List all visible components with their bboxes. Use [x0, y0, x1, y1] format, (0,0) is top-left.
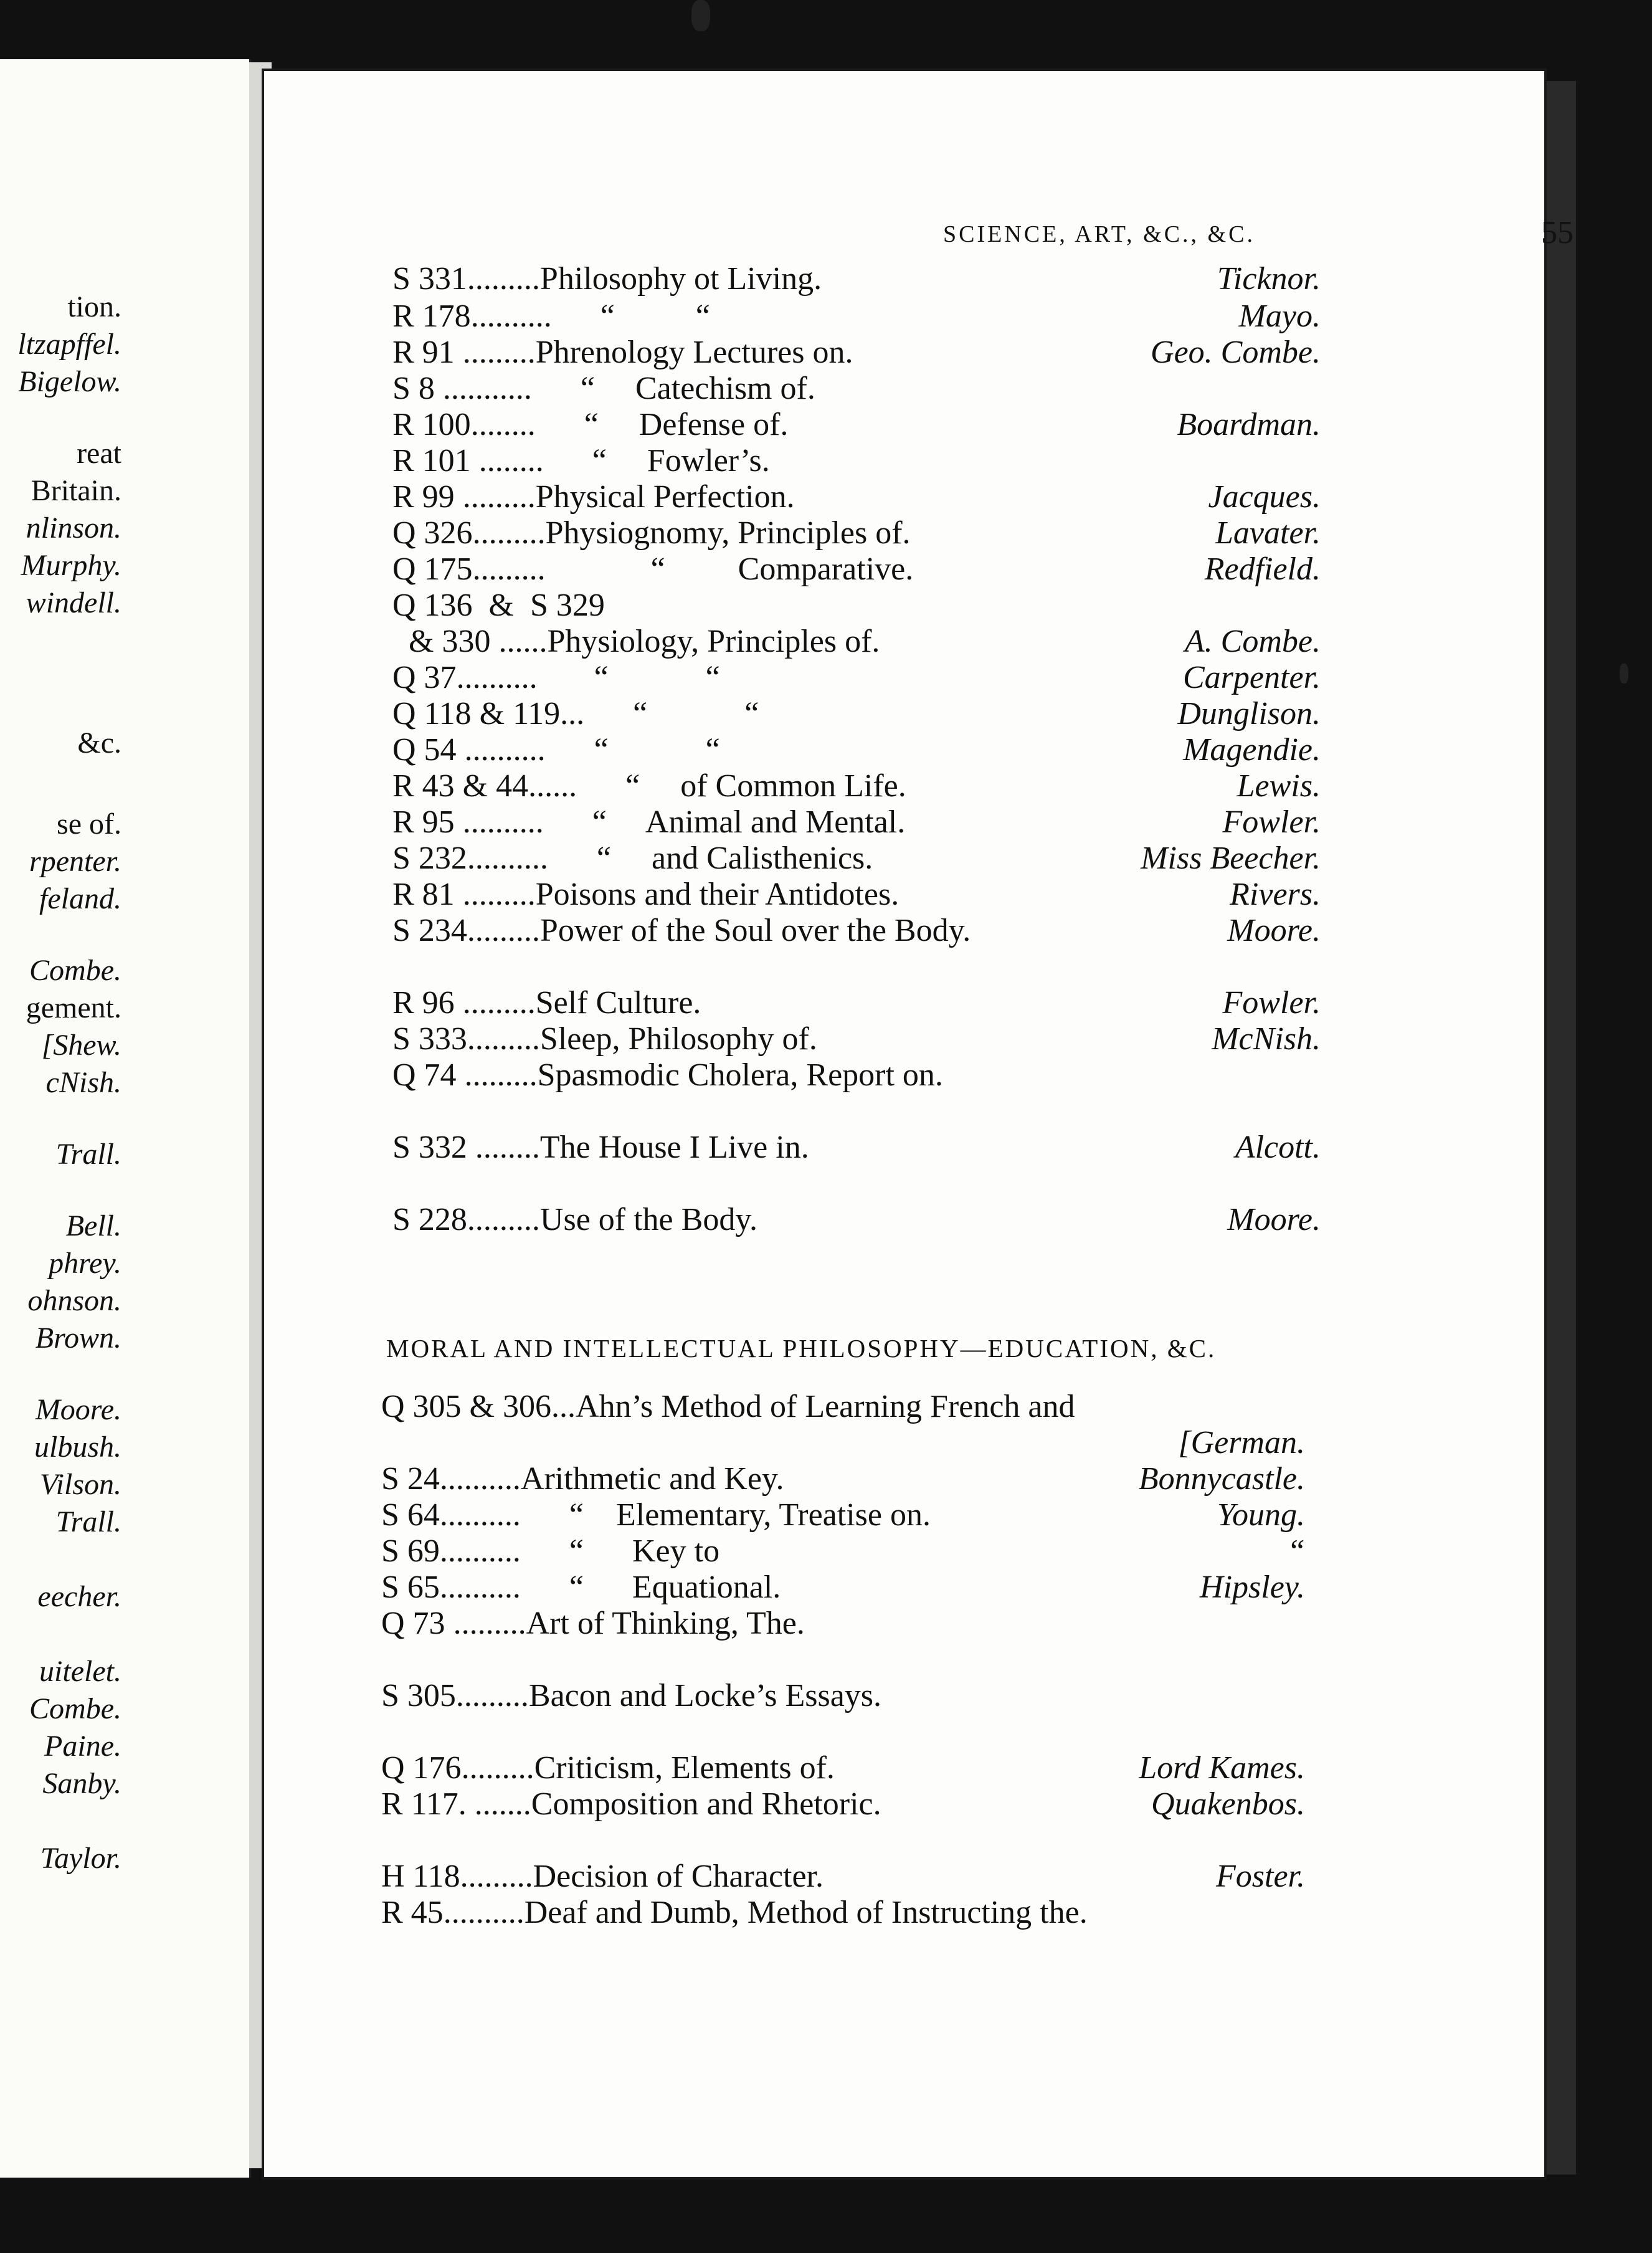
catalog-entry [392, 442, 1321, 480]
book-title: .......... “ Elementary, Treatise on. [439, 1497, 931, 1533]
call-number: S 8 [392, 371, 435, 406]
left-page-fragment: Murphy. [21, 549, 121, 582]
book-author: Dunglison. [1177, 696, 1321, 731]
catalog-entry [392, 298, 1321, 335]
call-number: R 45 [381, 1895, 444, 1930]
book-title: .........Philosophy ot Living. [467, 261, 822, 297]
book-title: ...Ahn’s Method of Learning French and [551, 1389, 1075, 1424]
book-author: Alcott. [1235, 1130, 1321, 1165]
book-author: Rivers. [1230, 877, 1321, 912]
catalog-entry [392, 623, 1321, 660]
left-page-fragment: &c. [77, 726, 121, 760]
catalog-entry [392, 334, 1321, 371]
book-author: Carpenter. [1183, 660, 1321, 695]
book-title: ......... “ Comparative. [472, 551, 914, 587]
catalog-entry [392, 370, 1321, 407]
catalog-entry [381, 1786, 1305, 1823]
call-number: R 96 [392, 985, 455, 1021]
book-title: .......... “ and Calisthenics. [467, 841, 873, 876]
call-number: & 330 [392, 624, 491, 659]
catalog-entry [381, 1497, 1305, 1534]
catalog-entry [392, 876, 1321, 913]
catalog-entry [392, 840, 1321, 877]
left-page-fragment: Britain. [31, 474, 121, 507]
book-title: .......... “ “ [470, 298, 710, 334]
book-title: ...... “ of Common Life. [528, 768, 906, 804]
left-page-fragment: se of. [57, 807, 121, 841]
book-title: .........Physical Perfection. [454, 479, 795, 515]
catalog-entry [392, 1129, 1321, 1166]
book-title: .........Power of the Soul over the Body. [467, 913, 971, 948]
catalog-entry [381, 1533, 1305, 1570]
book-title: .........Self Culture. [454, 985, 701, 1021]
book-author: Moore. [1227, 1202, 1321, 1237]
book-author: [German. [1178, 1425, 1305, 1460]
left-page-fragment: Sanby. [42, 1767, 121, 1800]
left-page-fragment: Combe. [29, 954, 121, 987]
left-page-fragment: cNish. [45, 1066, 121, 1099]
catalog-entry [381, 1424, 1305, 1462]
book-author: Redfield. [1204, 551, 1321, 587]
catalog-entry [392, 731, 1321, 769]
call-number: R 101 [392, 443, 471, 479]
call-number: Q 175 [392, 551, 473, 587]
catalog-entry [381, 1894, 1305, 1931]
catalog-entry [392, 912, 1321, 950]
catalog-entry [392, 551, 1321, 588]
book-author: Miss Beecher. [1141, 841, 1321, 876]
book-title: .......... “ Animal and Mental. [454, 804, 906, 840]
book-author: Fowler. [1222, 804, 1321, 840]
book-author: “ [1287, 1533, 1305, 1569]
left-page-fragment: Trall. [55, 1505, 121, 1538]
catalog-entry [381, 1858, 1305, 1895]
previous-page-edge [0, 59, 251, 2178]
book-title: .......... “ Equational. [439, 1569, 781, 1605]
left-page-fragment: Taylor. [40, 1842, 121, 1875]
call-number: S 333 [392, 1021, 467, 1057]
book-title: ........The House I Live in. [467, 1130, 809, 1165]
book-author: Boardman. [1177, 407, 1321, 442]
left-page-fragment: phrey. [49, 1247, 121, 1280]
catalog-entry [381, 1388, 1305, 1426]
left-page-fragment: Brown. [35, 1322, 121, 1355]
catalog-entry [392, 1057, 1321, 1094]
call-number: R 117. [381, 1786, 467, 1822]
call-number: S 305 [381, 1678, 456, 1713]
catalog-entry [381, 1677, 1305, 1715]
book-title: ........ “ Fowler’s. [470, 443, 770, 479]
running-title: SCIENCE, ART, &C., &C. [943, 221, 1255, 247]
call-number: R 43 & 44 [392, 768, 529, 804]
book-title: .......... “ “ [456, 732, 720, 768]
left-page-fragment: Combe. [29, 1692, 121, 1725]
call-number: Q 54 [392, 732, 457, 768]
book-author: A. Combe. [1184, 624, 1321, 659]
page-number: 55 [1541, 215, 1574, 250]
book-title: ........... “ Catechism of. [434, 371, 815, 406]
book-title: .........Bacon and Locke’s Essays. [455, 1678, 882, 1713]
book-author: Lavater. [1215, 515, 1321, 551]
book-author: Lord Kames. [1139, 1750, 1305, 1786]
call-number: R 100 [392, 407, 471, 442]
left-page-fragment: Vilson. [39, 1468, 121, 1501]
left-page-fragment: tion. [67, 290, 121, 323]
call-number: S 65 [381, 1569, 440, 1605]
book-title: ..........Arithmetic and Key. [439, 1461, 784, 1497]
book-author: Lewis. [1237, 768, 1321, 804]
call-number: Q 74 [392, 1057, 457, 1093]
catalog-entry [392, 804, 1321, 841]
catalog-entry [381, 1460, 1305, 1498]
book-title: .........Poisons and their Antidotes. [454, 877, 900, 912]
call-number: Q 326 [392, 515, 473, 551]
book-title: .........Spasmodic Cholera, Report on. [456, 1057, 943, 1093]
book-author: McNish. [1212, 1021, 1321, 1057]
book-author: Jacques. [1208, 479, 1321, 515]
book-title: ........ “ Defense of. [470, 407, 789, 442]
left-page-fragment: windell. [26, 586, 121, 619]
left-page-fragment: ohnson. [27, 1284, 121, 1317]
left-page-fragment: uitelet. [39, 1655, 121, 1688]
left-page-fragment: reat [77, 437, 121, 470]
catalog-entry [392, 406, 1321, 444]
call-number: S 69 [381, 1533, 440, 1569]
book-author: Fowler. [1222, 985, 1321, 1021]
book-title: .........Phrenology Lectures on. [454, 335, 853, 370]
book-title: .......Composition and Rhetoric. [466, 1786, 881, 1822]
book-title: .........Use of the Body. [467, 1202, 757, 1237]
call-number: Q 73 [381, 1606, 445, 1641]
call-number: Q 37 [392, 660, 457, 695]
book-title: ... “ “ [560, 696, 759, 731]
catalog-entry [392, 479, 1321, 516]
call-number: S 332 [392, 1130, 467, 1165]
book-author: Moore. [1227, 913, 1321, 948]
catalog-entry [381, 1569, 1305, 1606]
catalog-entry [392, 1021, 1321, 1058]
book-title: .........Art of Thinking, The. [445, 1606, 805, 1641]
left-page-fragment: eecher. [37, 1580, 121, 1613]
call-number: H 118 [381, 1859, 460, 1894]
catalog-entry [392, 515, 1321, 552]
left-page-fragment: Bigelow. [18, 365, 121, 398]
call-number: R 178 [392, 298, 471, 334]
call-number: Q 305 & 306 [381, 1389, 551, 1424]
book-title: .........Physiognomy, Principles of. [472, 515, 911, 551]
left-page-fragment: rpenter. [29, 845, 121, 878]
call-number: R 95 [392, 804, 455, 840]
left-page-fragment: Moore. [35, 1393, 121, 1426]
book-title: ......Physiology, Principles of. [490, 624, 880, 659]
call-number: S 24 [381, 1461, 440, 1497]
catalog-entry [392, 768, 1321, 805]
call-number: Q 176 [381, 1750, 462, 1786]
catalog-entry [392, 587, 1321, 624]
left-page-fragment: gement. [26, 991, 121, 1024]
book-author: Quakenbos. [1151, 1786, 1305, 1822]
book-author: Ticknor. [1217, 261, 1321, 297]
call-number: S 64 [381, 1497, 440, 1533]
call-number: Q 118 & 119 [392, 696, 561, 731]
section-heading: MORAL AND INTELLECTUAL PHILOSOPHY—EDUCATION, &C. [386, 1334, 1217, 1363]
left-page-fragment: feland. [39, 882, 121, 915]
catalog-entry [381, 1750, 1305, 1787]
book-title: .........Sleep, Philosophy of. [467, 1021, 817, 1057]
call-number: S 228 [392, 1202, 467, 1237]
call-number: R 91 [392, 335, 455, 370]
book-author: Foster. [1216, 1859, 1305, 1894]
book-author: Hipsley. [1200, 1569, 1305, 1605]
left-page-fragment: Trall. [55, 1138, 121, 1171]
book-title: ..........Deaf and Dumb, Method of Instructing the. [443, 1895, 1088, 1930]
call-number: Q 136 & S 329 [392, 588, 605, 623]
left-page-fragment: Paine. [44, 1730, 121, 1763]
call-number: R 99 [392, 479, 455, 515]
left-page-fragment: [Shew. [41, 1029, 121, 1062]
book-author: Young. [1217, 1497, 1305, 1533]
catalog-entry [392, 260, 1321, 298]
book-author: Bonnycastle. [1138, 1461, 1305, 1497]
call-number: S 232 [392, 841, 467, 876]
book-title: .........Criticism, Elements of. [461, 1750, 835, 1786]
catalog-entry [392, 1201, 1321, 1239]
book-title: .......... “ Key to [439, 1533, 720, 1569]
book-author: Geo. Combe. [1151, 335, 1321, 370]
catalog-entry [392, 695, 1321, 733]
left-page-fragment: nlinson. [26, 512, 121, 545]
book-title: .........Decision of Character. [460, 1859, 824, 1894]
catalog-entry [392, 984, 1321, 1022]
book-author: Mayo. [1238, 298, 1321, 334]
book-author: Magendie. [1183, 732, 1321, 768]
ink-speck [691, 0, 710, 31]
book-title: .......... “ “ [456, 660, 720, 695]
ink-speck [1620, 664, 1628, 684]
left-page-fragment: ltzapffel. [17, 328, 121, 361]
left-page-fragment: ulbush. [34, 1431, 121, 1464]
catalog-entry [381, 1605, 1305, 1642]
call-number: S 331 [392, 261, 467, 297]
call-number: S 234 [392, 913, 467, 948]
catalog-entry [392, 659, 1321, 697]
left-page-fragment: Bell. [65, 1209, 121, 1242]
call-number: R 81 [392, 877, 455, 912]
